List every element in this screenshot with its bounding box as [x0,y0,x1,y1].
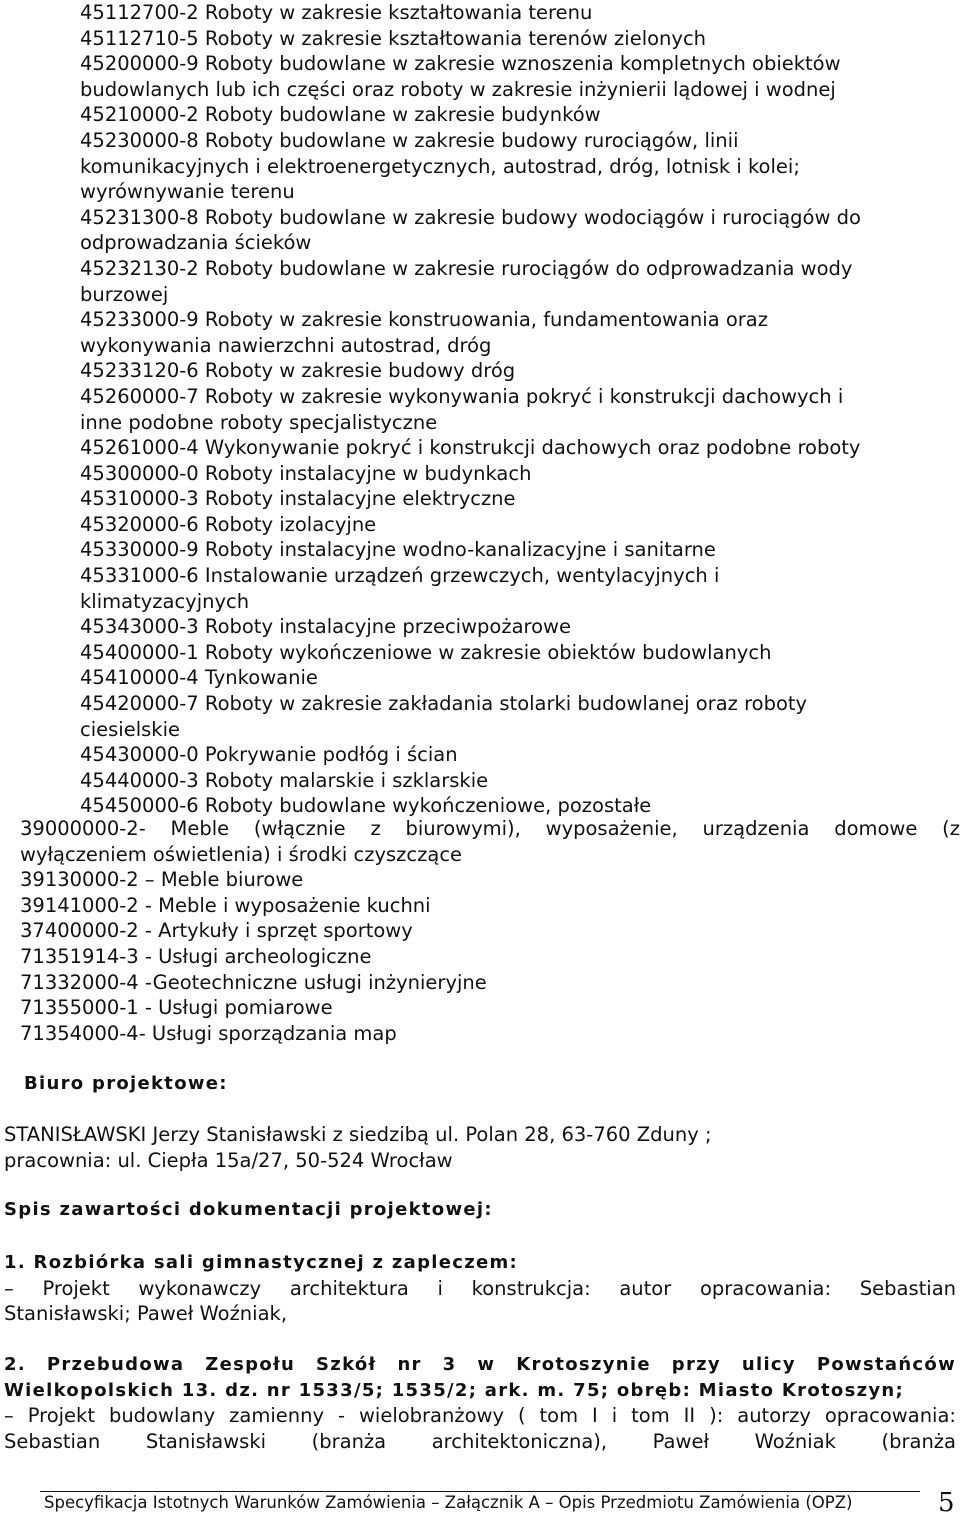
list-item: 71351914-3 - Usługi archeologiczne [20,944,372,968]
list-item: ciesielskie [80,717,180,741]
list-item: 45450000-6 Roboty budowlane wykończeniowe, pozostałe [80,794,652,818]
list-item: 71332000-4 -Geotechniczne usługi inżynieryjne [20,970,487,994]
list-item: 45112710-5 Roboty w zakresie kształtowania terenów zielonych [80,26,707,50]
list-item: 71355000-1 - Usługi pomiarowe [20,996,333,1020]
page-number: 5 [938,1488,955,1518]
list-item: wyrównywanie terenu [80,180,295,204]
item-1-line-1: – Projekt wykonawczy architektura i konstrukcja: autor opracowania: Sebastian [4,1276,956,1300]
list-item: 45233120-6 Roboty w zakresie budowy dróg [80,359,516,383]
list-item: klimatyzacyjnych [80,589,250,613]
contents-item-1 [4,1250,956,1327]
list-item: 45310000-3 Roboty instalacyjne elektryczne [80,487,516,511]
list-item: 45112700-2 Roboty w zakresie kształtowania terenu [80,1,593,24]
list-item: 45420000-7 Roboty w zakresie zakładania stolarki budowlanej oraz roboty [80,692,808,716]
footer-divider [40,1491,920,1492]
list-item: 45233000-9 Roboty w zakresie konstruowania, fundamentowania oraz [80,308,768,332]
cpv-code-list [80,0,940,819]
list-item: komunikacyjnych i elektroenergetycznych, autostrad, dróg, lotnisk i kolei; [80,154,800,178]
list-item: 45331000-6 Instalowanie urządzeń grzewczych, wentylacyjnych i [80,564,720,588]
additional-code-list [20,816,960,1046]
list-item: 45260000-7 Roboty w zakresie wykonywania pokryć i konstrukcji dachowych i [80,384,844,408]
list-item: 45330000-9 Roboty instalacyjne wodno-kanalizacyjne i sanitarne [80,538,716,562]
list-item: odprowadzania ścieków [80,231,312,255]
list-item: 45200000-9 Roboty budowlane w zakresie wznoszenia kompletnych obiektów [80,52,841,76]
list-item: 45430000-0 Pokrywanie podłóg i ścian [80,743,458,767]
list-item: 45410000-4 Tynkowanie [80,666,318,690]
list-item: 39130000-2 – Meble biurowe [20,868,304,892]
design-office-address: STANISŁAWSKI Jerzy Stanisławski z siedzibą ul. Polan 28, 63-760 Zduny ; [4,1123,712,1146]
list-item: inne podobne roboty specjalistyczne [80,410,438,434]
list-item: wykonywania nawierzchni autostrad, dróg [80,333,492,357]
list-item: budowlanych lub ich części oraz roboty w zakresie inżynierii lądowej i wodnej [80,77,836,101]
list-item: 45261000-4 Wykonywanie pokryć i konstrukcji dachowych oraz podobne roboty [80,436,861,460]
list-item: 45440000-3 Roboty malarskie i szklarskie [80,768,489,792]
item-2-title-2: Wielkopolskich 13. dz. nr 1533/5; 1535/2; ark. m. 75; obręb: Miasto Krotoszyn; [4,1379,905,1401]
list-item: 45300000-0 Roboty instalacyjne w budynkach [80,461,532,485]
list-item: 45210000-2 Roboty budowlane w zakresie budynków [80,103,601,127]
item-2-title-1: 2. Przebudowa Zespołu Szkół nr 3 w Krotoszynie przy ulicy Powstańców [4,1354,956,1375]
item-1-line-2: Stanisławski; Paweł Woźniak, [4,1302,288,1326]
item-1-title: 1. Rozbiórka sali gimnastycznej z zapleczem: [4,1252,519,1273]
list-item: 45400000-1 Roboty wykończeniowe w zakresie obiektów budowlanych [80,640,772,664]
design-office-studio: pracownia: ul. Ciepła 15a/27, 50-524 Wrocław [4,1148,453,1172]
list-item: burzowej [80,282,169,306]
list-item: 39141000-2 - Meble i wyposażenie kuchni [20,893,431,917]
footer-title: Specyfikacja Istotnych Warunków Zamówienia – Załącznik A – Opis Przedmiotu Zamówienia (OPZ) [44,1493,853,1512]
item-2-line-2: Sebastian Stanisławski (branża architektoniczna), Paweł Woźniak (branża [4,1429,956,1453]
list-item: 71354000-4- Usługi sporządzania map [20,1021,397,1045]
item-2-line-1: – Projekt budowlany zamienny - wielobranżowy ( tom I i tom II ): autorzy opracowania: [4,1404,956,1428]
list-item: wyłączeniem oświetlenia) i środki czyszczące [20,842,463,866]
design-office-heading: Biuro projektowe: [24,1073,228,1094]
list-item: 45230000-8 Roboty budowlane w zakresie budowy rurociągów, linii [80,128,739,152]
list-item: 45343000-3 Roboty instalacyjne przeciwpożarowe [80,615,571,639]
list-item: 39000000-2- Meble (włącznie z biurowymi), wyposażenie, urządzenia domowe (z [20,817,960,840]
list-item: 45231300-8 Roboty budowlane w zakresie budowy wodociągów i rurociągów do [80,205,861,229]
list-item: 37400000-2 - Artykuły i sprzęt sportowy [20,919,413,943]
contents-item-2 [4,1352,956,1454]
list-item: 45320000-6 Roboty izolacyjne [80,512,377,536]
documentation-contents-heading: Spis zawartości dokumentacji projektowej: [4,1199,493,1220]
design-office-details [4,1122,956,1173]
list-item: 45232130-2 Roboty budowlane w zakresie rurociągów do odprowadzania wody [80,256,853,280]
